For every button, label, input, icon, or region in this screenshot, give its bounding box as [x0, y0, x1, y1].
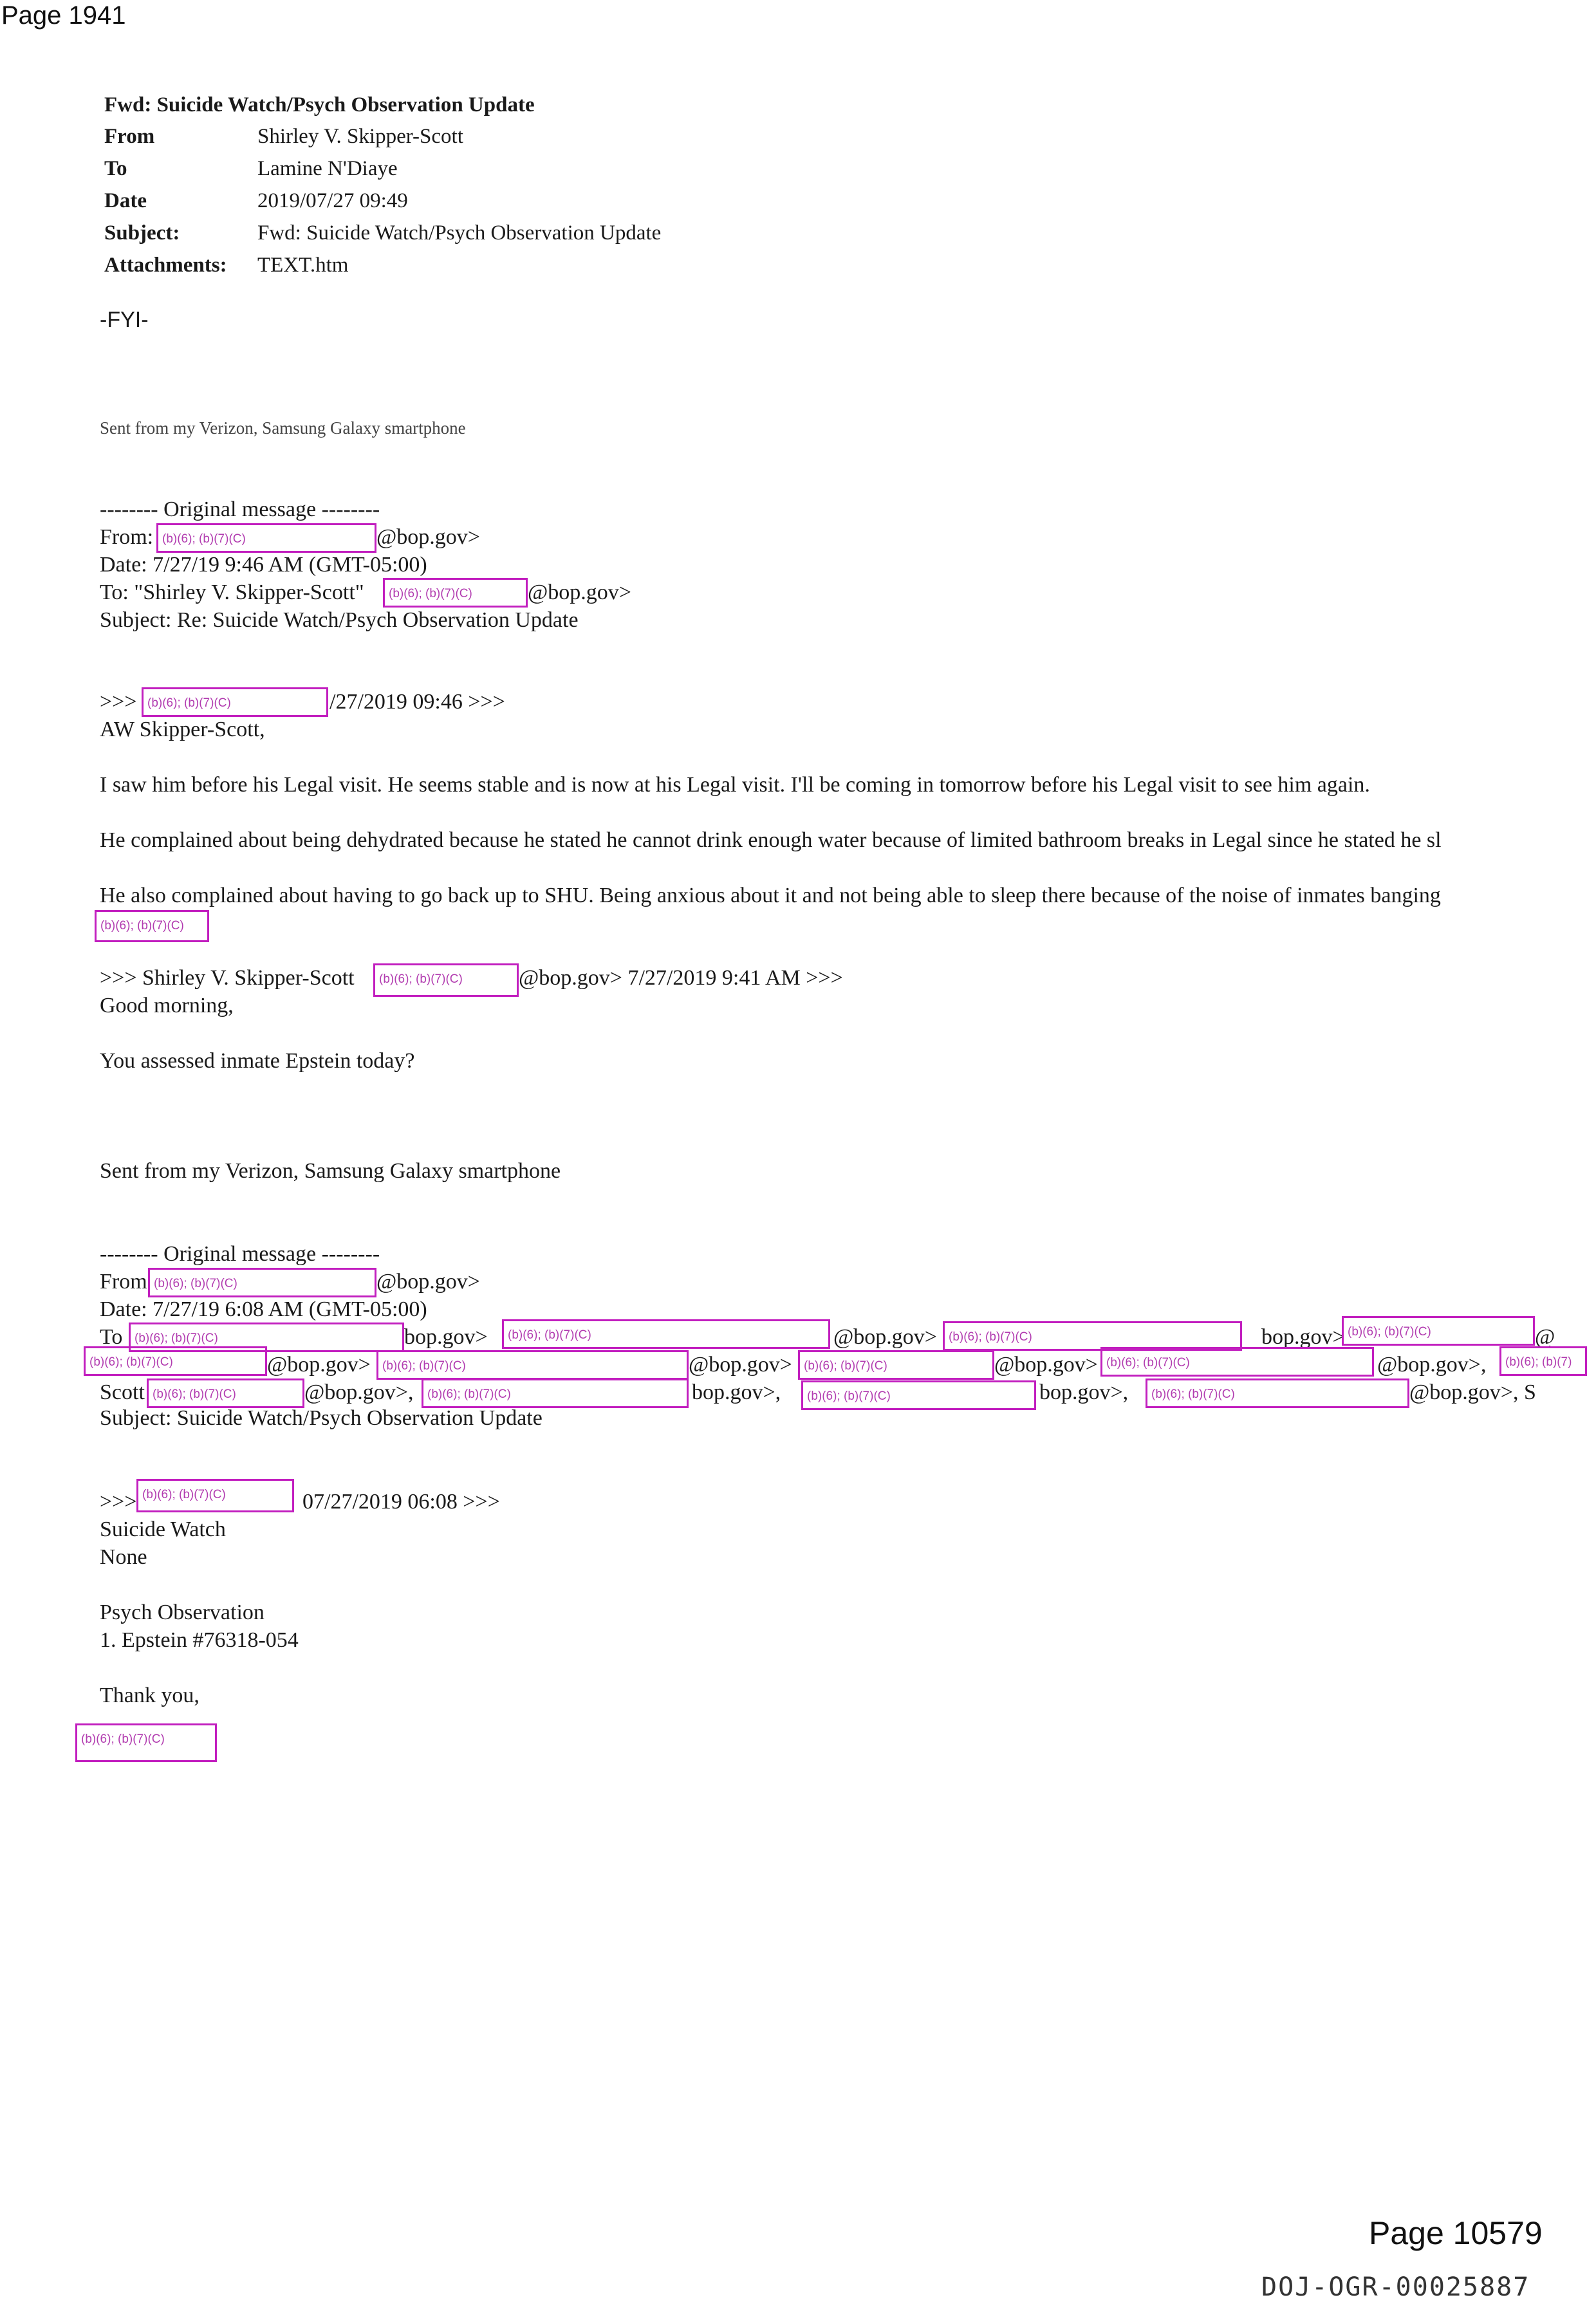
- report-quote-suffix: 07/27/2019 06:08 >>>: [302, 1490, 500, 1514]
- original-message-divider: -------- Original message --------: [100, 1242, 380, 1266]
- redaction-box: (b)(6); (b)(7)(C): [801, 1380, 1036, 1410]
- recipient-domain: @bop.gov>,: [304, 1380, 414, 1404]
- original-message-divider: -------- Original message --------: [100, 497, 380, 521]
- msg2-row3-prefix: Scott: [100, 1380, 145, 1404]
- msg2-subject: Subject: Suicide Watch/Psych Observation Update: [100, 1406, 543, 1430]
- to-label: To: [104, 157, 127, 180]
- date-value: 2019/07/27 09:49: [257, 189, 408, 212]
- msg1-subject: Subject: Re: Suicide Watch/Psych Observation Update: [100, 608, 579, 632]
- reply2-sent-from: Sent from my Verizon, Samsung Galaxy smartphone: [100, 1159, 561, 1183]
- reply1-greeting: AW Skipper-Scott,: [100, 718, 265, 741]
- msg2-to-prefix: To: [100, 1325, 123, 1349]
- recipient-domain: @bop.gov>,: [1377, 1353, 1487, 1377]
- redaction-box: (b)(6); (b)(7)(C): [156, 523, 376, 553]
- reply2-question: You assessed inmate Epstein today?: [100, 1049, 415, 1073]
- reply2-greeting: Good morning,: [100, 994, 234, 1017]
- recipient-domain: bop.gov>,: [692, 1380, 781, 1404]
- fyi-note: -FYI-: [100, 308, 149, 332]
- redaction-box: (b)(6); (b)(7)(C): [129, 1323, 404, 1352]
- closing-thanks: Thank you,: [100, 1684, 200, 1707]
- subject-label: Subject:: [104, 221, 180, 245]
- recipient-domain-truncated: @: [1535, 1325, 1555, 1349]
- redaction-box: (b)(6); (b)(7)(C): [422, 1378, 689, 1408]
- report-quote-prefix: >>>: [100, 1490, 137, 1514]
- redaction-box: (b)(6); (b)(7)(C): [943, 1321, 1242, 1351]
- recipient-domain: @bop.gov>: [994, 1353, 1098, 1377]
- attachments-label: Attachments:: [104, 254, 227, 277]
- redaction-box: (b)(6); (b)(7)(C): [84, 1346, 267, 1376]
- psych-observation-item: 1. Epstein #76318-054: [100, 1628, 299, 1652]
- msg2-from-prefix: From: [100, 1270, 147, 1294]
- recipient-domain: @bop.gov>: [689, 1353, 792, 1377]
- msg1-to-suffix: @bop.gov>: [528, 580, 631, 604]
- redaction-box: (b)(6); (b)(7)(C): [95, 910, 209, 942]
- recipient-domain: bop.gov>: [1261, 1325, 1345, 1349]
- bates-number: DOJ-OGR-00025887: [1261, 2272, 1530, 2302]
- reply1-quote-prefix: >>>: [100, 690, 137, 714]
- redaction-box: (b)(6); (b)(7)(C): [1146, 1378, 1409, 1408]
- msg2-date: Date: 7/27/19 6:08 AM (GMT-05:00): [100, 1297, 427, 1321]
- recipient-domain-truncated: @bop.gov>, S: [1409, 1380, 1536, 1404]
- msg2-from-suffix: @bop.gov>: [376, 1270, 480, 1294]
- psych-observation-label: Psych Observation: [100, 1601, 264, 1624]
- msg1-from-suffix: @bop.gov>: [376, 525, 480, 549]
- redaction-box: (b)(6); (b)(7)(C): [136, 1479, 294, 1512]
- sent-from-signature-1: Sent from my Verizon, Samsung Galaxy smartphone: [100, 418, 466, 438]
- recipient-domain: bop.gov>: [404, 1325, 488, 1349]
- redaction-box: (b)(6); (b)(7)(C): [75, 1723, 217, 1762]
- redaction-box: (b)(6); (b)(7)(C): [142, 687, 328, 717]
- reply1-paragraph-2: He complained about being dehydrated because he stated he cannot drink enough water because of limited bathroom breaks in Legal since he stated he sl: [100, 828, 1442, 852]
- msg1-date: Date: 7/27/19 9:46 AM (GMT-05:00): [100, 553, 427, 577]
- recipient-domain: @bop.gov>: [267, 1353, 371, 1377]
- redaction-box: (b)(6); (b)(7)(C): [502, 1319, 830, 1349]
- date-label: Date: [104, 189, 147, 212]
- redaction-box: (b)(6); (b)(7)(C): [1100, 1347, 1374, 1377]
- redaction-box: (b)(6); (b)(7)(C): [373, 963, 519, 997]
- redaction-box: (b)(6); (b)(7)(C): [383, 578, 528, 608]
- recipient-domain: bop.gov>,: [1039, 1380, 1129, 1404]
- redaction-box: (b)(6); (b)(7)(C): [148, 1268, 376, 1297]
- suicide-watch-label: Suicide Watch: [100, 1518, 226, 1541]
- redaction-box: (b)(6); (b)(7)(C): [1342, 1316, 1535, 1346]
- redaction-box: (b)(6); (b)(7)(C): [376, 1350, 689, 1380]
- from-value: Shirley V. Skipper-Scott: [257, 125, 463, 148]
- redaction-box: (b)(6); (b)(7)(C): [147, 1378, 304, 1408]
- page-number-bottom: Page 10579: [1369, 2215, 1543, 2251]
- redaction-box: (b)(6); (b)(7)(C): [798, 1350, 994, 1380]
- reply2-quote-suffix: @bop.gov> 7/27/2019 9:41 AM >>>: [519, 966, 843, 990]
- reply1-quote-suffix: /27/2019 09:46 >>>: [329, 690, 505, 714]
- email-title: Fwd: Suicide Watch/Psych Observation Update: [104, 93, 535, 116]
- from-label: From: [104, 125, 155, 148]
- msg1-to-prefix: To: "Shirley V. Skipper-Scott": [100, 580, 364, 604]
- reply2-quote-prefix: >>> Shirley V. Skipper-Scott: [100, 966, 355, 990]
- recipient-domain: @bop.gov>: [833, 1325, 937, 1349]
- subject-value: Fwd: Suicide Watch/Psych Observation Update: [257, 221, 662, 245]
- msg1-from-prefix: From:: [100, 525, 154, 549]
- redaction-box: (b)(6); (b)(7): [1499, 1346, 1587, 1376]
- to-value: Lamine N'Diaye: [257, 157, 398, 180]
- page-number-top: Page 1941: [1, 1, 126, 30]
- suicide-watch-value: None: [100, 1545, 147, 1569]
- reply1-paragraph-3: He also complained about having to go back up to SHU. Being anxious about it and not being able to sleep there because of the noise of inmates banging: [100, 884, 1441, 907]
- reply1-paragraph-1: I saw him before his Legal visit. He seems stable and is now at his Legal visit. I'll be coming in tomorrow before his Legal visit to see him again.: [100, 773, 1370, 797]
- attachments-value: TEXT.htm: [257, 254, 349, 277]
